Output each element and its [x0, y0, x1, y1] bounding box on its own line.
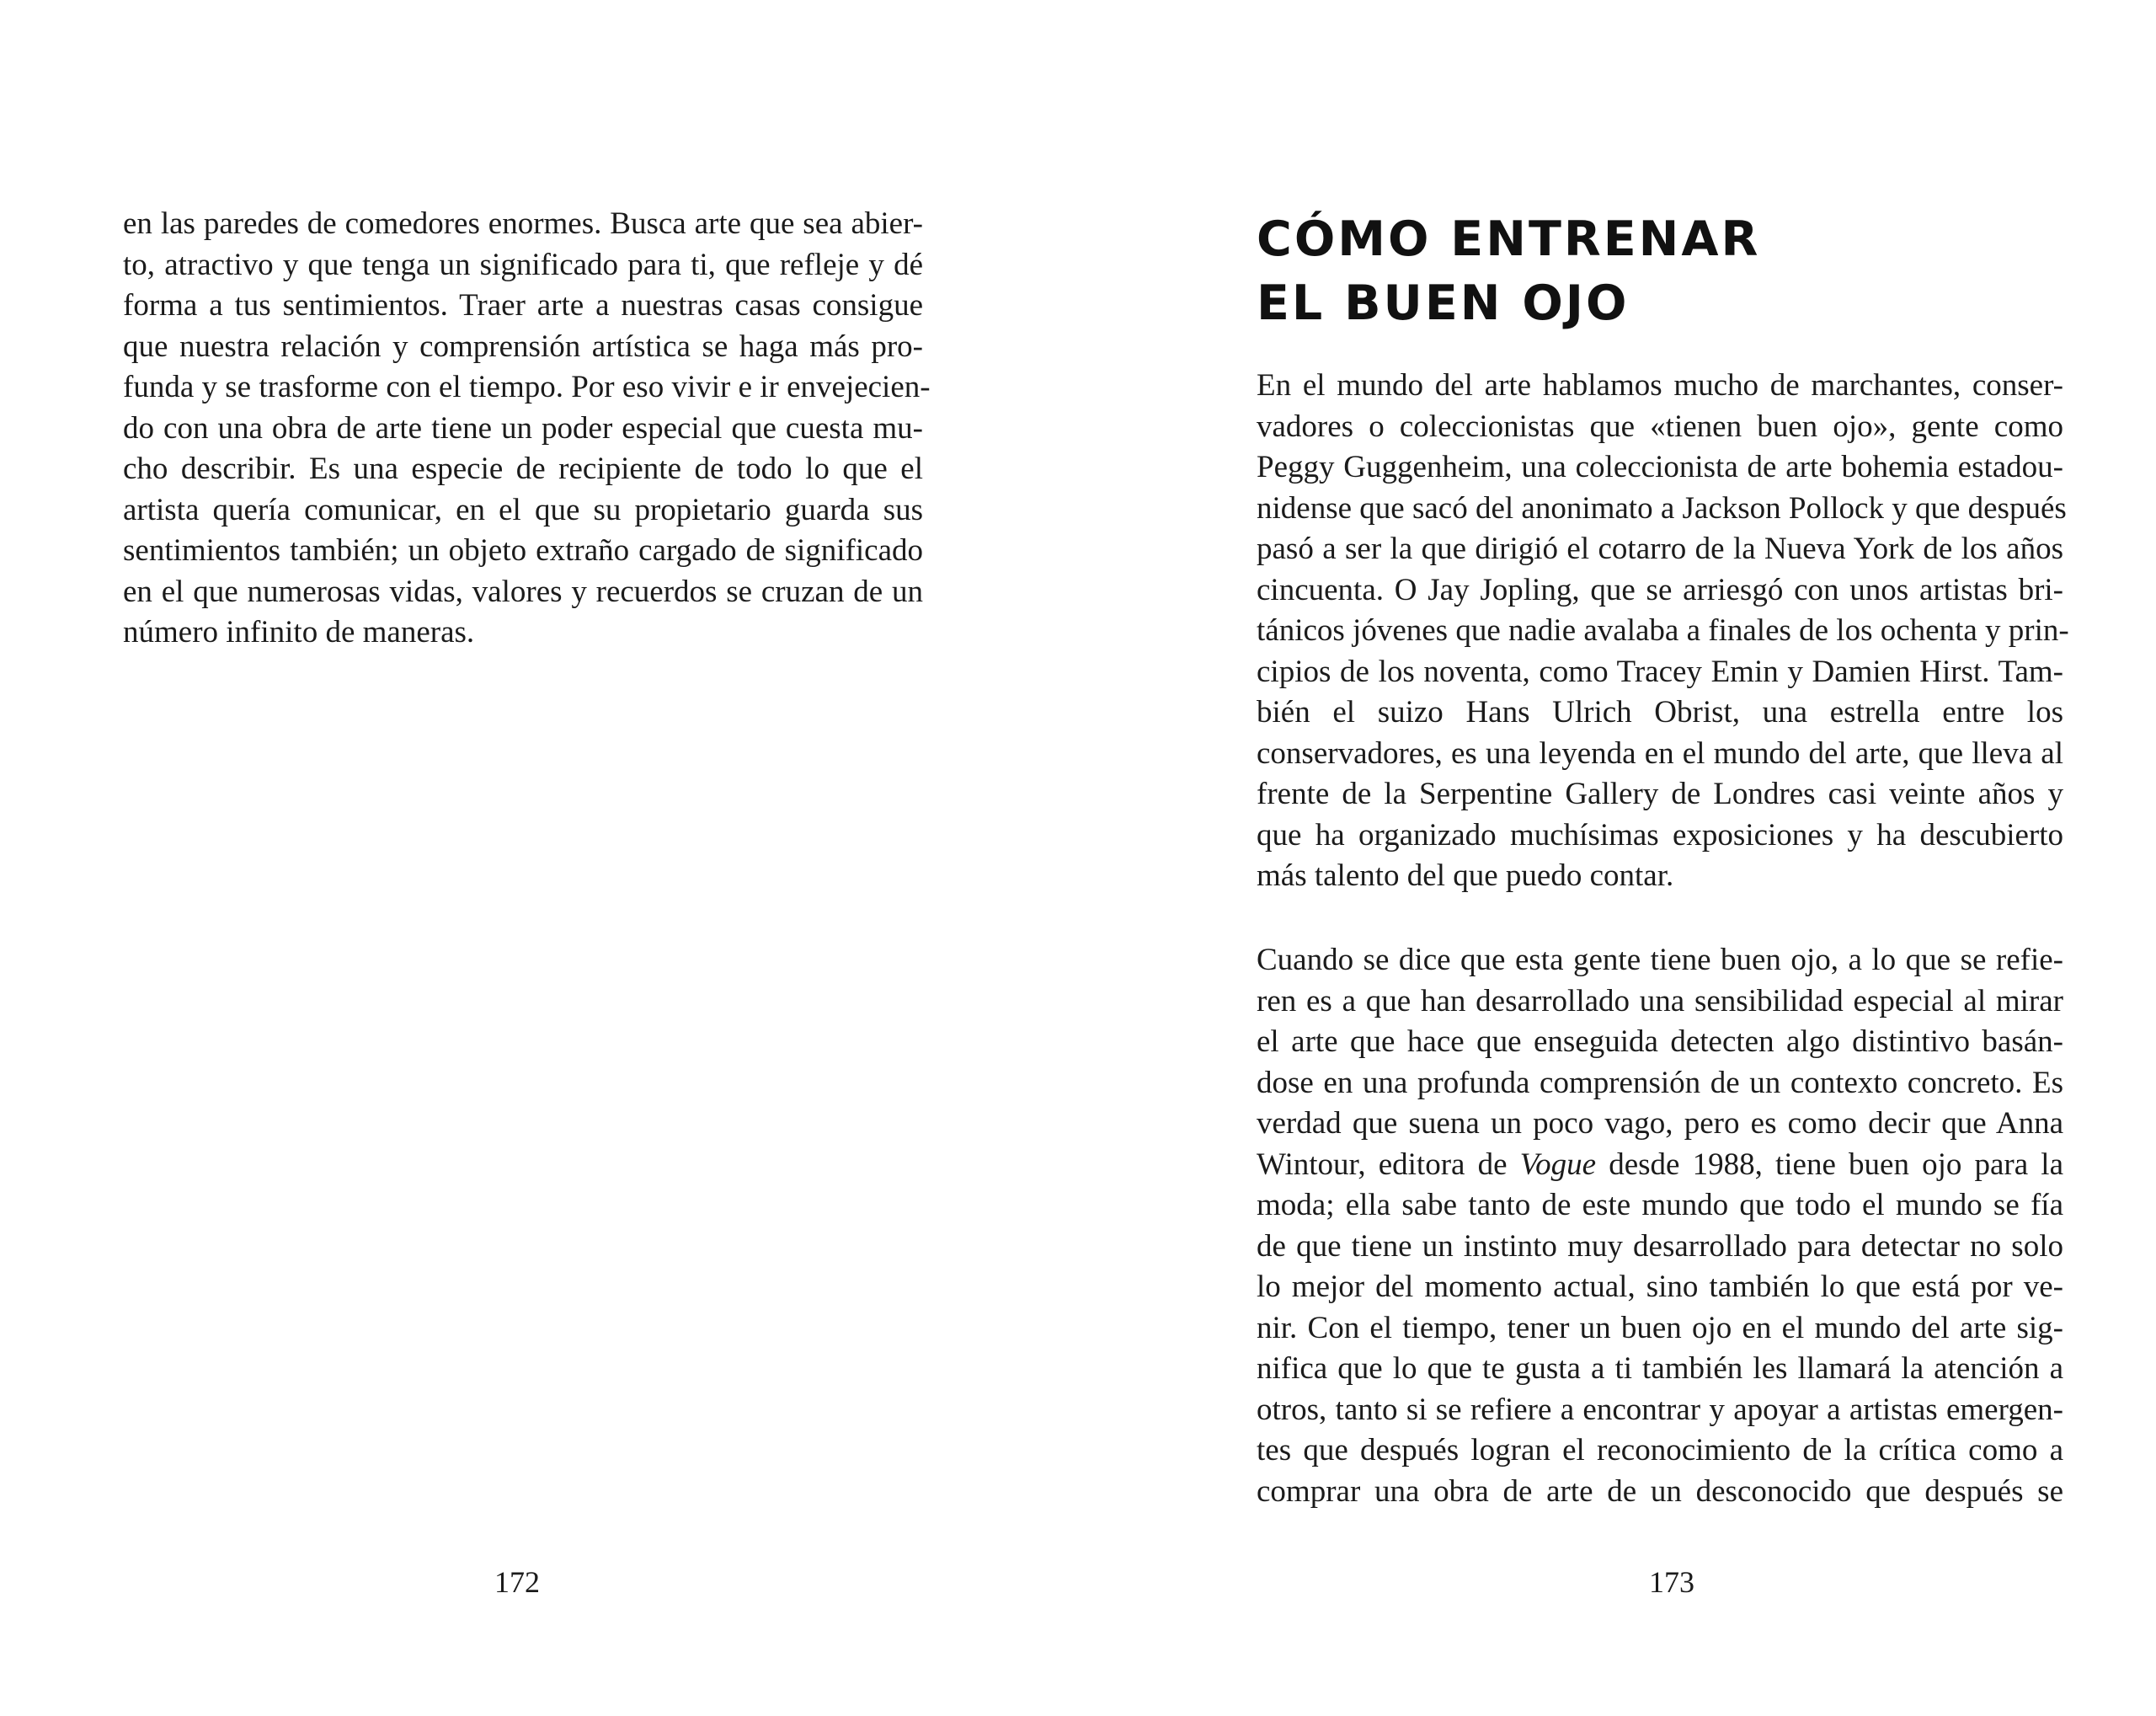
right-page	[1078, 0, 2156, 1716]
text-line: cho describir. Es una especie de recipiente de todo lo que el	[123, 452, 923, 486]
text-line: cipios de los noventa, como Tracey Emin y Damien Hirst. Tam-	[1257, 654, 2063, 689]
text-line: número infinito de maneras.	[123, 615, 475, 650]
text-line: el arte que hace que enseguida detecten algo distintivo basán-	[1257, 1024, 2063, 1059]
page-number: 173	[1649, 1565, 1694, 1599]
text-line: de que tiene un instinto muy desarrollado para detectar no solo	[1257, 1228, 2063, 1264]
text-line: en las paredes de comedores enormes. Busca arte que sea abier-	[123, 206, 923, 241]
text-line: más talento del que puedo contar.	[1257, 858, 1674, 893]
text-line: que ha organizado muchísimas exposiciones y ha descubierto	[1257, 817, 2063, 853]
text-line: nifica que lo que te gusta a ti también les llamará la atención a	[1257, 1351, 2063, 1386]
text-line: nidense que sacó del anonimato a Jackson Pollock y que después	[1257, 490, 2067, 526]
text-line: tes que después logran el reconocimiento de la crítica como a	[1257, 1433, 2063, 1467]
paragraph-1	[1257, 366, 2069, 897]
text-line: que nuestra relación y comprensión artística se haga más pro-	[123, 329, 923, 364]
page-number: 172	[494, 1565, 540, 1599]
text-line: lo mejor del momento actual, sino también lo que está por ve-	[1257, 1270, 2063, 1304]
text-line: cincuenta. O Jay Jopling, que se arriesgó con unos artistas bri-	[1257, 572, 2063, 607]
text-line: frente de la Serpentine Gallery de Londres casi veinte años y	[1257, 777, 2063, 811]
text-line: en el que numerosas vidas, valores y recuerdos se cruzan de un	[123, 574, 923, 609]
heading-line: CÓMO ENTRENAR	[1257, 211, 1761, 267]
magazine-title: Vogue	[1519, 1147, 1597, 1182]
text-line: funda y se trasforme con el tiempo. Por eso vivir e ir envejecien-	[123, 370, 931, 404]
heading-line: EL BUEN OJO	[1257, 275, 1630, 331]
text-line: En el mundo del arte hablamos mucho de marchantes, conser-	[1257, 368, 2063, 403]
text-line: do con una obra de arte tiene un poder especial que cuesta mu-	[123, 410, 923, 446]
text-line: nir. Con el tiempo, tener un buen ojo en el mundo del arte sig-	[1257, 1310, 2063, 1345]
text-line: bién el suizo Hans Ulrich Obrist, una estrella entre los	[1257, 695, 2063, 730]
text-line: comprar una obra de arte de un desconocido que después se	[1257, 1473, 2063, 1509]
text-line: tánicos jóvenes que nadie avalaba a finales de los ochenta y prin-	[1257, 613, 2069, 648]
text-line: ren es a que han desarrollado una sensibilidad especial al mirar	[1257, 983, 2063, 1018]
text-line: to, atractivo y que tenga un significado para ti, que refleje y dé	[123, 247, 923, 282]
text-line: conservadores, es una leyenda en el mundo del arte, que lleva al	[1257, 735, 2063, 771]
text-line: otros, tanto si se refiere a encontrar y apoyar a artistas emergen-	[1257, 1392, 2063, 1427]
paragraph-2	[1257, 940, 2063, 1512]
text-line: vadores o coleccionistas que «tienen buen ojo», gente como	[1257, 409, 2063, 444]
text-line: moda; ella sabe tanto de este mundo que todo el mundo se fía	[1257, 1188, 2063, 1222]
text-segment: desde 1988, tiene buen ojo para la	[1596, 1147, 2064, 1182]
text-line: verdad que suena un poco vago, pero es como decir que Anna	[1257, 1106, 2063, 1141]
text-line: sentimientos también; un objeto extraño cargado de significado	[123, 533, 923, 568]
chapter-heading	[1257, 207, 1760, 335]
text-line: dose en una profunda comprensión de un contexto concreto. Es	[1257, 1065, 2063, 1100]
left-page-body	[123, 204, 931, 654]
text-line: Cuando se dice que esta gente tiene buen ojo, a lo que se refie-	[1257, 943, 2063, 977]
text-line: pasó a ser la que dirigió el cotarro de la Nueva York de los años	[1257, 532, 2063, 566]
text-line: forma a tus sentimientos. Traer arte a nuestras casas consigue	[123, 288, 923, 323]
text-line: artista quería comunicar, en el que su propietario guarda sus	[123, 492, 923, 527]
text-line: Peggy Guggenheim, una coleccionista de arte bohemia estadou-	[1257, 450, 2063, 484]
text-line-with-italic	[1257, 1145, 2063, 1186]
text-segment: Wintour, editora de	[1257, 1147, 1520, 1182]
